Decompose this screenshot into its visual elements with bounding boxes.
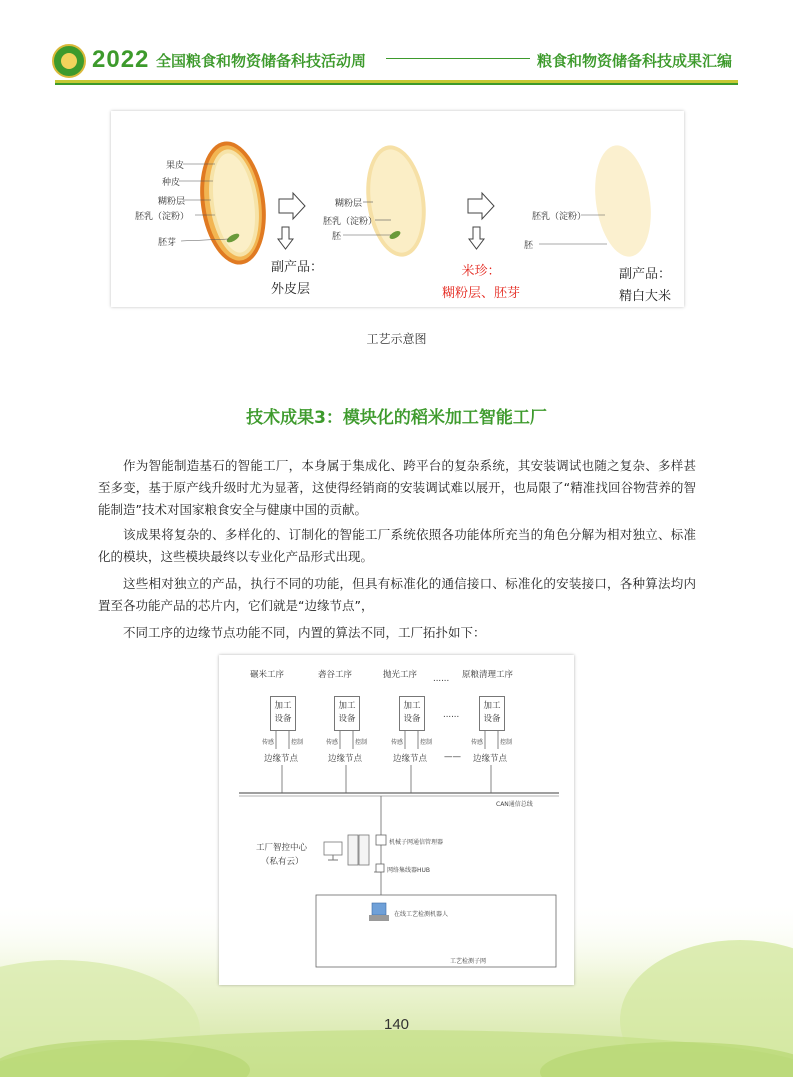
label-aleurone: 糊粉层	[158, 197, 186, 207]
manager-label: 机械子网通信管理器	[389, 839, 444, 846]
process-ellipsis: ......	[433, 674, 450, 684]
can-bus-label: CAN通信总线	[496, 801, 533, 808]
factory-topology-figure	[219, 655, 574, 985]
edge-node-dash: ——	[444, 752, 461, 762]
device-box-1: 加工设备	[270, 696, 296, 731]
device-box-2: 加工设备	[334, 696, 360, 731]
device-box-3: 加工设备	[399, 696, 425, 731]
label-endosperm-2: 胚乳（淀粉）	[323, 217, 378, 227]
control-label-4: 控制	[500, 739, 513, 746]
whole-grain-illustration	[193, 137, 274, 269]
hub-label: 网络集线器HUB	[387, 867, 431, 874]
label-germ-2: 胚	[332, 232, 342, 242]
label-germ-3: 胚	[524, 241, 534, 251]
process-polishing: 抛光工序	[383, 670, 418, 680]
byproduct-2-name: 糊粉层、胚芽	[441, 286, 520, 301]
label-aleurone-2: 糊粉层	[335, 199, 363, 209]
edge-node-2: 边缘节点	[328, 754, 363, 764]
paragraph-2: 该成果将复杂的、多样化的、订制化的智能工厂系统依照各功能体所充当的角色分解为相对独立、标准化的模块，这些模块最终以专业化产品形式出现。	[98, 527, 696, 564]
label-pericarp: 果皮	[166, 161, 185, 171]
byproduct-3-name: 精白大米	[619, 289, 672, 304]
robot-label: 在线工艺检测机器人	[394, 911, 449, 918]
process-milling: 碾米工序	[250, 670, 285, 680]
process-diagram-graphics	[111, 111, 684, 307]
byproduct-1	[271, 257, 323, 301]
process-husking: 砻谷工序	[318, 670, 353, 680]
process-diagram-figure	[111, 111, 684, 307]
sense-label-4: 传感	[471, 739, 484, 746]
robot-icon	[369, 903, 389, 921]
computer-icon	[324, 835, 369, 865]
paragraph-1: 作为智能制造基石的智能工厂，本身属于集成化、跨平台的复杂系统，其安装调试也随之复杂、多样甚至多变，基于原产线升级时尤为显著，这使得经销商的安装调试难以展开，也局限了“精准找回谷物营养的智能制造”技术对国家粮食安全与健康中国的贡献。	[98, 458, 696, 517]
label-endosperm: 胚乳（淀粉）	[135, 212, 190, 222]
sense-label-3: 传感	[391, 739, 404, 746]
paragraph-3: 这些相对独立的产品，执行不同的功能，但具有标准化的通信接口、标准化的安装接口，各种算法均内置至各功能产品的芯片内，它们就是“边缘节点”，	[98, 576, 696, 613]
label-germ: 胚芽	[158, 238, 177, 248]
control-center-label: 工厂智控中心	[256, 843, 308, 853]
control-label-3: 控制	[420, 739, 433, 746]
header-event-title: 全国粮食和物资储备科技活动周	[156, 52, 367, 70]
byproduct-3-title: 副产品：	[619, 267, 672, 282]
label-seed-coat: 种皮	[162, 178, 181, 188]
header-rule-bottom	[55, 83, 738, 85]
device-ellipsis: ......	[443, 710, 460, 720]
edge-node-1: 边缘节点	[264, 754, 299, 764]
byproduct-1-title: 副产品：	[271, 260, 324, 275]
edge-node-3: 边缘节点	[393, 754, 428, 764]
control-label-1: 控制	[291, 739, 304, 746]
process-cleaning: 原粮清理工序	[462, 670, 514, 680]
subnet-label: 工艺检测子网	[450, 958, 487, 965]
header-year: 2022	[92, 46, 150, 73]
device-box-4: 加工设备	[479, 696, 505, 731]
white-rice-illustration	[588, 142, 657, 260]
byproduct-2	[433, 261, 529, 305]
private-cloud-label: （私有云）	[261, 857, 304, 867]
byproduct-2-title: 米珍：	[461, 264, 501, 279]
header-book-title: 粮食和物资储备科技成果汇编	[537, 52, 733, 70]
paragraph-4: 不同工序的边缘节点功能不同，内置的算法不同，工厂拓扑如下：	[123, 625, 486, 640]
control-label-2: 控制	[355, 739, 368, 746]
byproduct-1-name: 外皮层	[271, 282, 311, 297]
byproduct-3	[619, 264, 671, 308]
page-number: 140	[383, 1016, 410, 1033]
label-endosperm-3: 胚乳（淀粉）	[532, 212, 587, 222]
sense-label-2: 传感	[326, 739, 339, 746]
section-title: 技术成果3：模块化的稻米加工智能工厂	[246, 408, 547, 428]
header-divider-line	[386, 58, 530, 59]
edge-node-4: 边缘节点	[473, 754, 508, 764]
figure1-caption: 工艺示意图	[366, 332, 427, 346]
header-emblem-center	[61, 53, 77, 69]
sense-label-1: 传感	[262, 739, 275, 746]
brown-rice-illustration	[359, 142, 432, 261]
